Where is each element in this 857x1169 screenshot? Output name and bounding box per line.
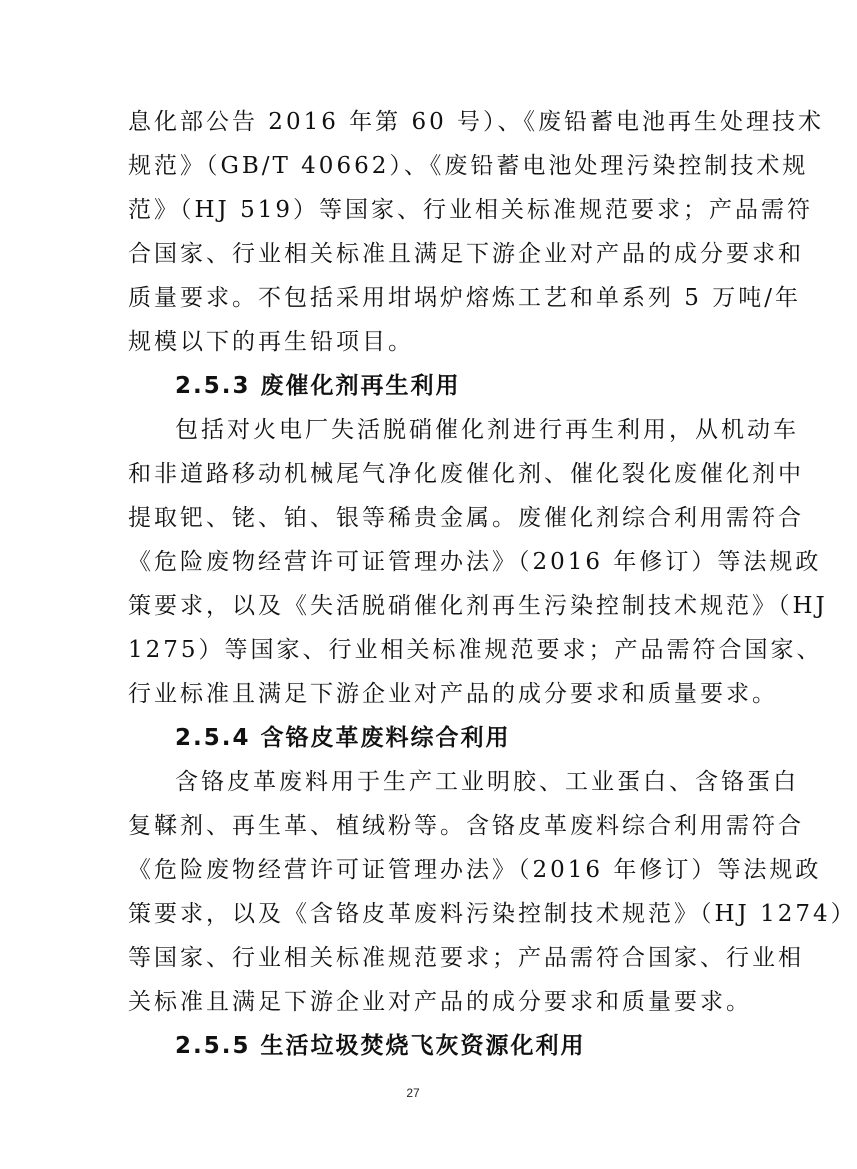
paragraph-line: 质量要求。不包括采用坩埚炉熔炼工艺和单系列 5 万吨/年 bbox=[128, 285, 802, 311]
paragraph-line: 行业标准且满足下游企业对产品的成分要求和质量要求。 bbox=[128, 681, 778, 707]
paragraph-line: 《危险废物经营许可证管理办法》（2016 年修订）等法规政 bbox=[128, 857, 822, 883]
paragraph-line: 规模以下的再生铅项目。 bbox=[128, 329, 414, 355]
paragraph-line: 含铬皮革废料用于生产工业明胶、工业蛋白、含铬蛋白 bbox=[175, 769, 799, 795]
paragraph-line: 等国家、行业相关标准规范要求；产品需符合国家、行业相 bbox=[128, 945, 804, 971]
section-heading: 2.5.4 含铬皮革废料综合利用 bbox=[175, 725, 511, 751]
section-heading: 2.5.3 废催化剂再生利用 bbox=[175, 373, 461, 399]
paragraph-line: 范》（HJ 519）等国家、行业相关标准规范要求；产品需符 bbox=[128, 197, 813, 223]
paragraph-line: 包括对火电厂失活脱硝催化剂进行再生利用，从机动车 bbox=[175, 417, 799, 443]
paragraph-line: 策要求，以及《含铬皮革废料污染控制技术规范》（HJ 1274） bbox=[128, 901, 857, 927]
paragraph-line: 合国家、行业相关标准且满足下游企业对产品的成分要求和 bbox=[128, 241, 804, 267]
paragraph-line: 复鞣剂、再生革、植绒粉等。含铬皮革废料综合利用需符合 bbox=[128, 813, 804, 839]
paragraph-line: 1275）等国家、行业相关标准规范要求；产品需符合国家、 bbox=[128, 637, 823, 663]
section-heading: 2.5.5 生活垃圾焚烧飞灰资源化利用 bbox=[175, 1033, 586, 1059]
paragraph-line: 息化部公告 2016 年第 60 号）、《废铅蓄电池再生处理技术 bbox=[128, 109, 825, 135]
paragraph-line: 《危险废物经营许可证管理办法》（2016 年修订）等法规政 bbox=[128, 549, 822, 575]
paragraph-line: 策要求，以及《失活脱硝催化剂再生污染控制技术规范》（HJ bbox=[128, 593, 828, 619]
paragraph-line: 关标准且满足下游企业对产品的成分要求和质量要求。 bbox=[128, 989, 752, 1015]
paragraph-line: 和非道路移动机械尾气净化废催化剂、催化裂化废催化剂中 bbox=[128, 461, 804, 487]
page-number: 27 bbox=[406, 1086, 420, 1100]
paragraph-line: 规范》（GB/T 40662）、《废铅蓄电池处理污染控制技术规 bbox=[128, 153, 809, 179]
paragraph-line: 提取钯、铑、铂、银等稀贵金属。废催化剂综合利用需符合 bbox=[128, 505, 804, 531]
